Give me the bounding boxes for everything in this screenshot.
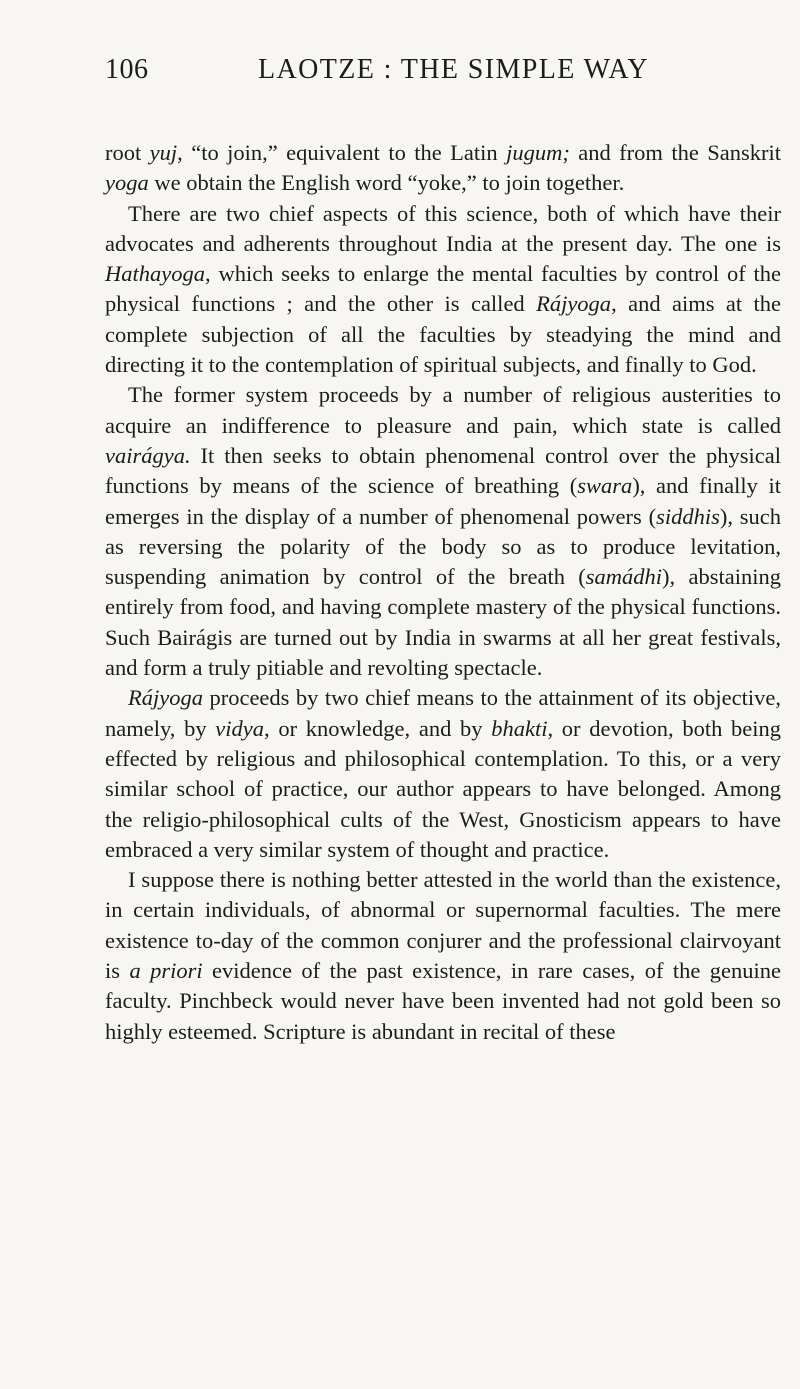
- text-run: There are two chief aspects of this science, both of which have their advocates and adherents throughout India at the present day. The one is: [105, 200, 781, 256]
- italic-term: Hathayoga: [105, 261, 205, 287]
- text-run: , and aims at the complete subjection of all the faculties by steadying the mind and directing it to the contemplation of spiritual subjects, and finally to God.: [105, 291, 781, 378]
- text-run: proceeds by two chief means to the attainment of its objective, namely, by: [105, 685, 781, 741]
- text-run: ), and finally it emerges in the display of a number of phenomenal powers (: [105, 473, 781, 529]
- italic-term: Rájyoga: [128, 685, 203, 711]
- italic-term: vidya: [215, 715, 265, 741]
- italic-term: yoga: [105, 170, 149, 196]
- italic-term: a priori: [129, 958, 203, 984]
- italic-term: vairágya.: [105, 442, 191, 468]
- body-text: [105, 138, 781, 1047]
- text-run: The former system proceeds by a number of religious austerities to acquire an indifference to pleasure and pain, which state is called: [105, 382, 781, 438]
- italic-term: Rájyoga: [536, 291, 612, 317]
- italic-term: bhakti: [491, 715, 548, 741]
- page-number: 106: [105, 54, 149, 85]
- text-run: and from the Sanskrit: [569, 140, 781, 165]
- paragraph: [105, 683, 781, 865]
- running-title: LAOTZE : THE SIMPLE WAY: [258, 54, 650, 85]
- text-run: ), abstaining entirely from food, and having complete mastery of the physical functions. Such Bairágis are turned out by India in swarms at all her great festivals, and form a truly pitiable and revolting spectacle.: [105, 564, 781, 681]
- italic-term: siddhis: [656, 503, 720, 529]
- text-run: we obtain the English word “yoke,” to join together.: [148, 170, 625, 196]
- text-run: I suppose there is nothing better attested in the world than the existence, in certain individuals, of abnormal or supernormal faculties. The mere existence to-day of the common conjurer and the professional clairvoyant is: [105, 867, 781, 984]
- italic-term: yuj: [149, 140, 178, 165]
- text-run: , or knowledge, and by: [264, 715, 492, 741]
- paragraph: [105, 380, 781, 683]
- text-run: evidence of the past existence, in rare cases, of the genuine faculty. Pinchbeck would never have been invented had not gold been so highly esteemed. Scripture is abundant in recital of these: [105, 958, 782, 1044]
- text-run: , “to join,” equivalent to the Latin: [177, 140, 507, 165]
- text-run: It then seeks to obtain phenomenal control over the physical functions by means of the science of breathing (: [105, 442, 781, 499]
- italic-term: swara: [577, 473, 633, 499]
- running-header: [105, 50, 720, 90]
- paragraph: [105, 199, 781, 381]
- text-run: ), such as reversing the polarity of the body so as to produce levitation, suspending animation by control of the breath (: [105, 503, 781, 590]
- italic-term: jugum;: [506, 140, 570, 165]
- text-run: , which seeks to enlarge the mental faculties by control of the physical functions ; and the other is called: [105, 261, 781, 317]
- text-run: , or devotion, both being effected by religious and philosophical contemplation. To this, or a very similar school of practice, our author appears to have belonged. Among the religio-philosophical cults of the West, Gnosticism appears to have embraced a very similar system of thought and practice.: [105, 715, 782, 862]
- paragraph: [105, 865, 781, 1047]
- paragraph: [105, 138, 781, 199]
- text-run: root: [105, 140, 150, 165]
- italic-term: samádhi: [585, 564, 663, 590]
